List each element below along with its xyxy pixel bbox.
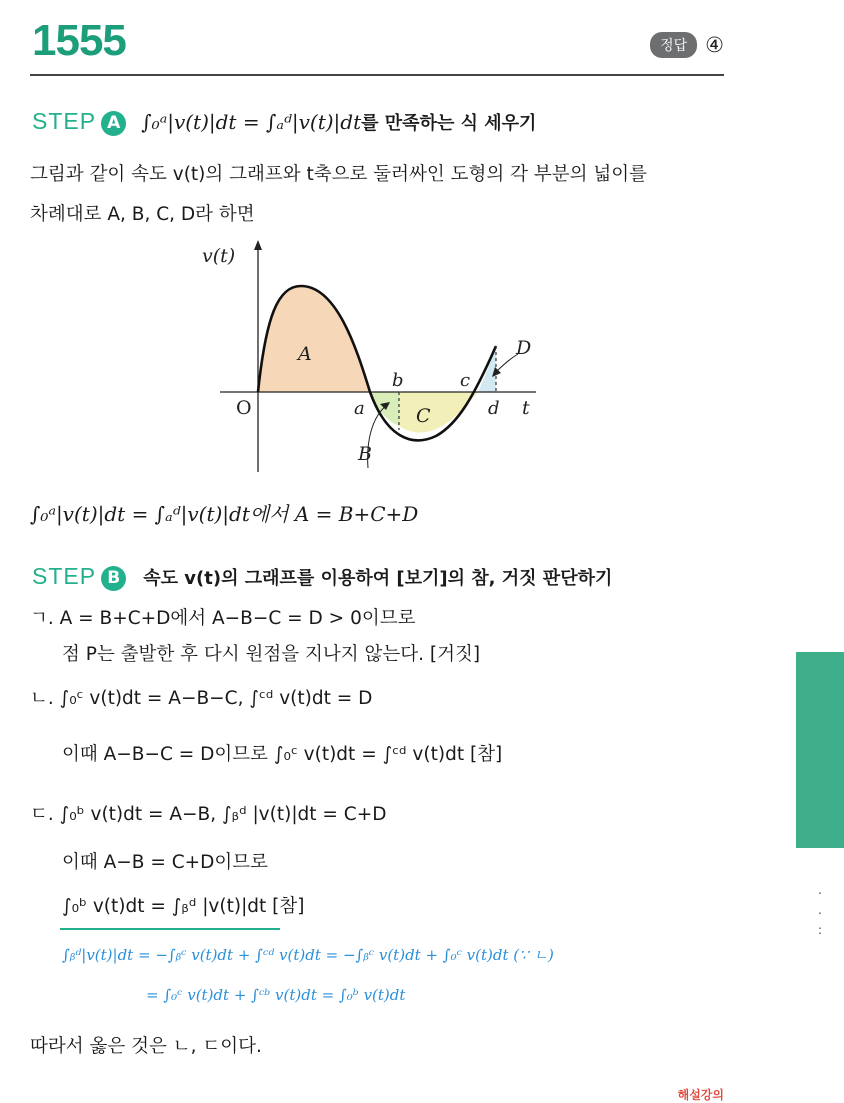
step-b-label: STEP [32,563,97,589]
label-point-b: b [392,370,404,391]
item-g-line-1: ㄱ. A = B+C+D에서 A−B−C = D > 0이므로 [30,608,416,629]
graph-xlabel: t [522,397,530,419]
result-line: ∫₀ᵃ|v(t)|dt = ∫ₐᵈ|v(t)|dt에서 A = B+C+D [30,502,419,526]
conclusion: 따라서 옳은 것은 ㄴ, ㄷ이다. [30,1036,262,1057]
footer-label: 해설강의 [677,1088,724,1102]
item-n-line-1: ㄴ. ∫₀ᶜ v(t)dt = A−B−C, ∫ᶜᵈ v(t)dt = D [30,688,373,709]
graph-ylabel: v(t) [202,245,236,267]
label-area-b: B [358,443,372,465]
label-point-c: c [460,370,471,391]
step-a-badge: A [101,111,126,136]
item-g-line-2: 점 P는 출발한 후 다시 원점을 지나지 않는다. [거짓] [62,644,481,665]
item-d-line-2: 이때 A−B = C+D이므로 [62,852,269,873]
velocity-graph [196,236,556,472]
item-d-line-3: ∫₀ᵇ v(t)dt = ∫ᵦᵈ |v(t)|dt [참] [62,896,305,917]
label-point-d: d [488,398,500,419]
note-line-1: ∫ᵦᵈ|v(t)|dt = −∫ᵦᶜ v(t)dt + ∫ᶜᵈ v(t)dt = −∫ᵦᶜ v(t)dt + ∫₀ᶜ v(t)dt (∵ ㄴ) [62,946,554,964]
answer-value: ④ [705,33,724,57]
graph-origin: O [236,397,252,419]
item-d-line-1: ㄷ. ∫₀ᵇ v(t)dt = A−B, ∫ᵦᵈ |v(t)|dt = C+D [30,804,387,825]
step-b-badge: B [101,566,126,591]
step-a-label: STEP [32,108,97,134]
step-b-heading [32,563,612,591]
header-divider [30,74,724,76]
label-area-d: D [516,337,532,359]
step-a-formula: ∫₀ᵃ|v(t)|dt = ∫ₐᵈ|v(t)|dt [141,110,362,134]
side-dots: . . : [818,883,823,937]
region-a [258,286,370,392]
label-area-c: C [416,405,431,427]
intro-line-1: 그림과 같이 속도 v(t)의 그래프와 t축으로 둘러싸인 도형의 각 부분의 넓이를 [30,164,647,185]
step-a-heading [32,108,536,136]
note-line-2: = ∫₀ᶜ v(t)dt + ∫ᶜᵇ v(t)dt = ∫₀ᵇ v(t)dt [146,986,406,1004]
side-tab [796,652,844,848]
answer-label-badge: 정답 [650,32,697,58]
answer-box [650,32,724,58]
problem-number: 1555 [32,16,126,65]
label-point-a: a [354,398,365,419]
step-b-title: 속도 v(t)의 그래프를 이용하여 [보기]의 참, 거짓 판단하기 [143,568,613,589]
item-n-line-2: 이때 A−B−C = D이므로 ∫₀ᶜ v(t)dt = ∫ᶜᵈ v(t)dt [참] [62,744,503,765]
intro-line-2: 차례대로 A, B, C, D라 하면 [30,204,255,225]
step-a-title: 를 만족하는 식 세우기 [361,113,537,134]
label-area-a: A [298,343,312,365]
region-c [399,392,478,433]
v-axis-arrow [254,240,262,250]
note-divider [60,928,280,930]
